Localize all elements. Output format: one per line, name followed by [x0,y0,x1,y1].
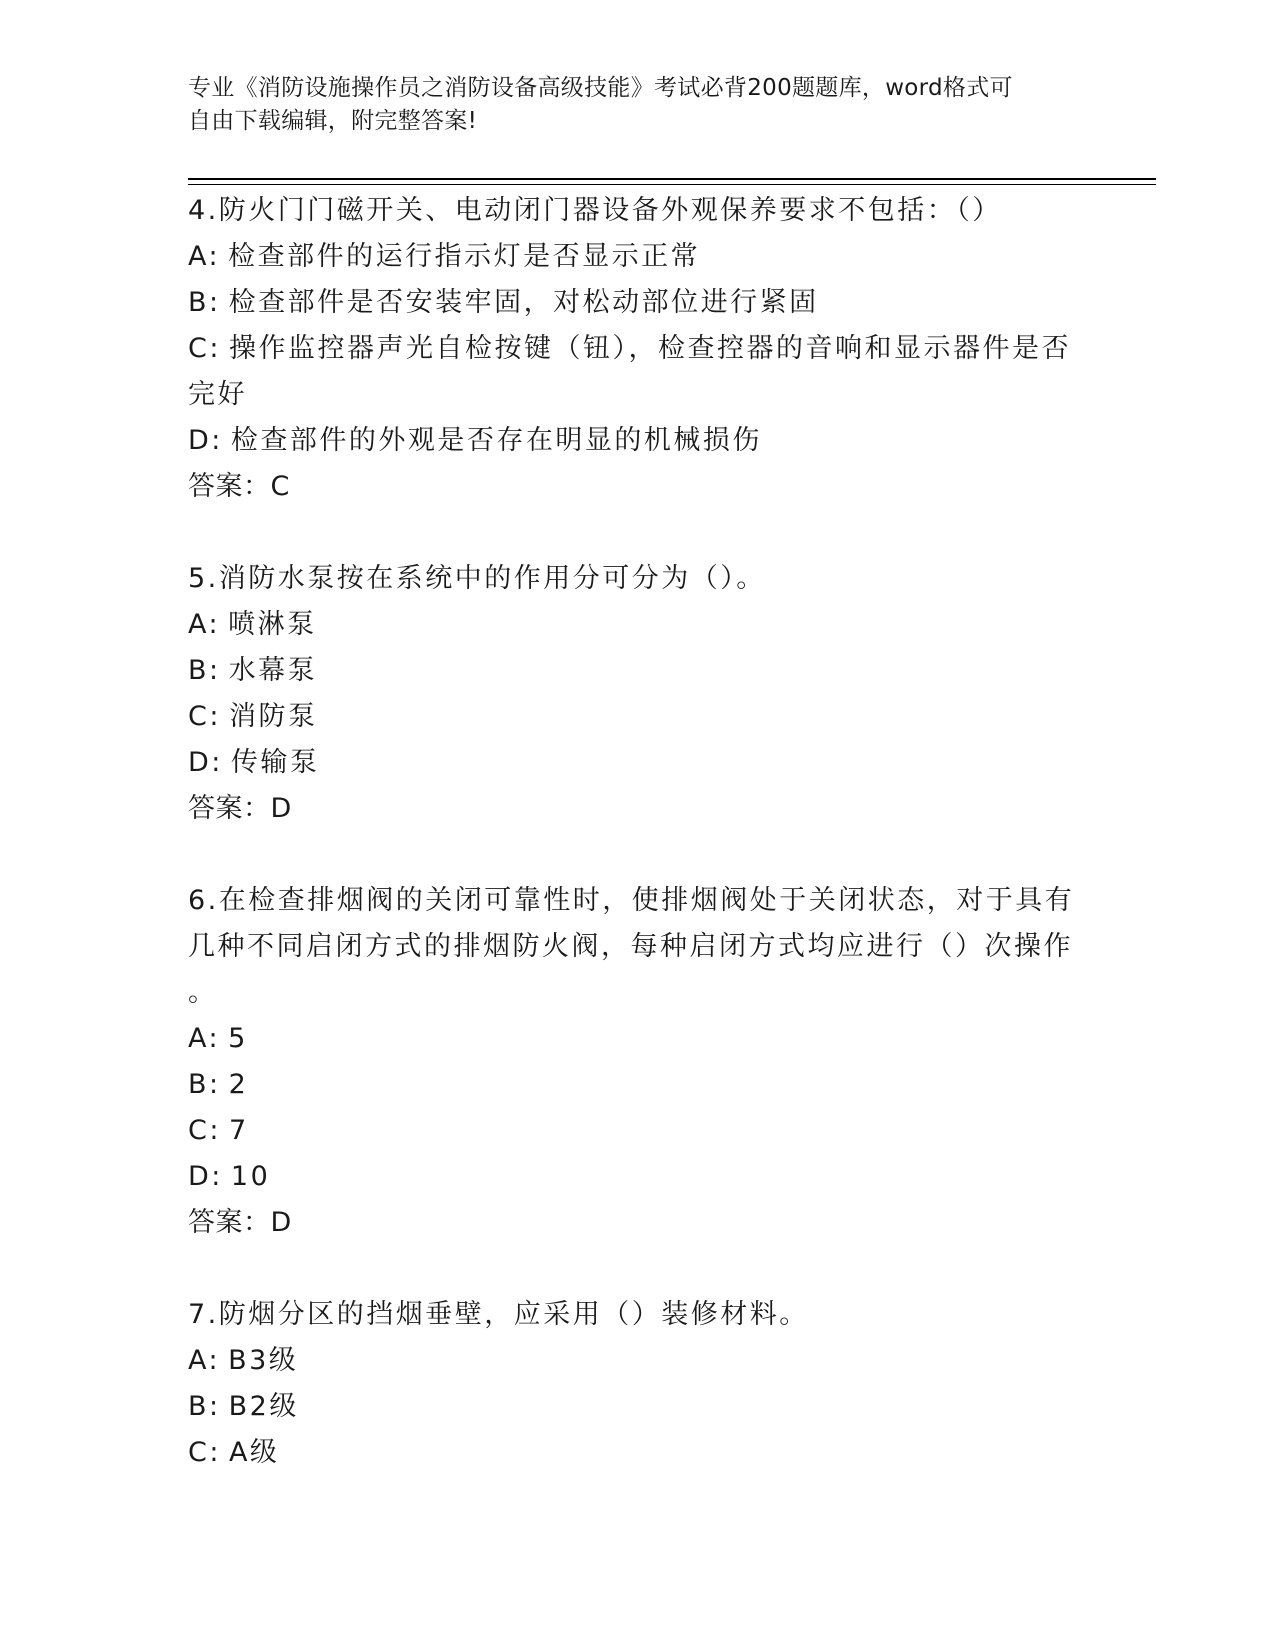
answer-key: 答案：C [188,471,290,502]
option-text: 检查部件的运行指示灯是否显示正常 [228,241,701,272]
answer-option [188,280,1088,326]
option-text: 水幕泵 [228,655,318,686]
option-letter: B: [188,1069,221,1100]
answer-option: 完好 [188,379,247,410]
answer-option [188,1384,1088,1430]
header-divider-thin [188,184,1156,185]
answer-option [188,1338,1088,1384]
option-text: 消防泵 [228,701,318,732]
option-text: 5 [228,1023,248,1054]
question-item [188,878,1088,1246]
option-letter: A: [188,1345,221,1376]
option-letter: C: [188,1115,221,1146]
question-item [188,556,1088,832]
option-text: 检查部件是否安装牢固，对松动部位进行紧固 [228,287,819,318]
option-letter: C: [188,333,221,364]
option-text: A级 [228,1437,280,1468]
answer-key: 答案：D [188,1207,292,1238]
question-stem: 。 [188,977,218,1008]
answer-option [188,1430,1088,1476]
question-item [188,1292,1088,1476]
answer-option [188,1108,1088,1154]
answer-option [188,602,1088,648]
header-line-2: 自由下载编辑，附完整答案! [188,108,478,134]
question-stem: 几种不同启闭方式的排烟防火阀，每种启闭方式均应进行（）次操作 [188,931,1073,962]
option-text: B2级 [228,1391,299,1422]
answer-option [188,326,1088,372]
answer-option [188,694,1088,740]
option-text: 检查部件的外观是否存在明显的机械损伤 [230,425,762,456]
question-item [188,188,1088,510]
answer-option [188,418,1088,464]
question-list [188,188,1088,1476]
answer-option [188,1062,1088,1108]
question-stem: 6.在检查排烟阀的关闭可靠性时，使排烟阀处于关闭状态，对于具有 [188,885,1075,916]
answer-option [188,740,1088,786]
question-stem: 4.防火门门磁开关、电动闭门器设备外观保养要求不包括：（） [188,195,1002,226]
option-letter: D: [188,747,223,778]
option-letter: B: [188,287,221,318]
option-text: B3级 [228,1345,299,1376]
option-text: 7 [228,1115,249,1146]
option-text: 2 [228,1069,249,1100]
option-letter: A: [188,241,221,272]
answer-key: 答案：D [188,793,292,824]
option-letter: A: [188,609,221,640]
option-text: 10 [230,1161,271,1192]
answer-option [188,648,1088,694]
question-stem: 7.防烟分区的挡烟垂壁，应采用（）装修材料。 [188,1299,809,1330]
answer-option [188,234,1088,280]
option-letter: A: [188,1023,221,1054]
option-text: 操作监控器声光自检按键（钮），检查控器的音响和显示器件是否 [228,333,1071,364]
question-stem: 5.消防水泵按在系统中的作用分可分为（）。 [188,563,766,594]
option-text: 传输泵 [230,747,320,778]
header-line-1: 专业《消防设施操作员之消防设备高级技能》考试必背200题题库，word格式可 [188,75,1013,101]
option-letter: C: [188,701,221,732]
option-text: 喷淋泵 [228,609,317,640]
option-letter: D: [188,1161,223,1192]
header-divider-thick [188,178,1156,180]
option-letter: B: [188,655,221,686]
document-header [188,72,1068,138]
option-letter: B: [188,1391,221,1422]
option-letter: D: [188,425,223,456]
option-letter: C: [188,1437,221,1468]
answer-option [188,1154,1088,1200]
answer-option [188,1016,1088,1062]
